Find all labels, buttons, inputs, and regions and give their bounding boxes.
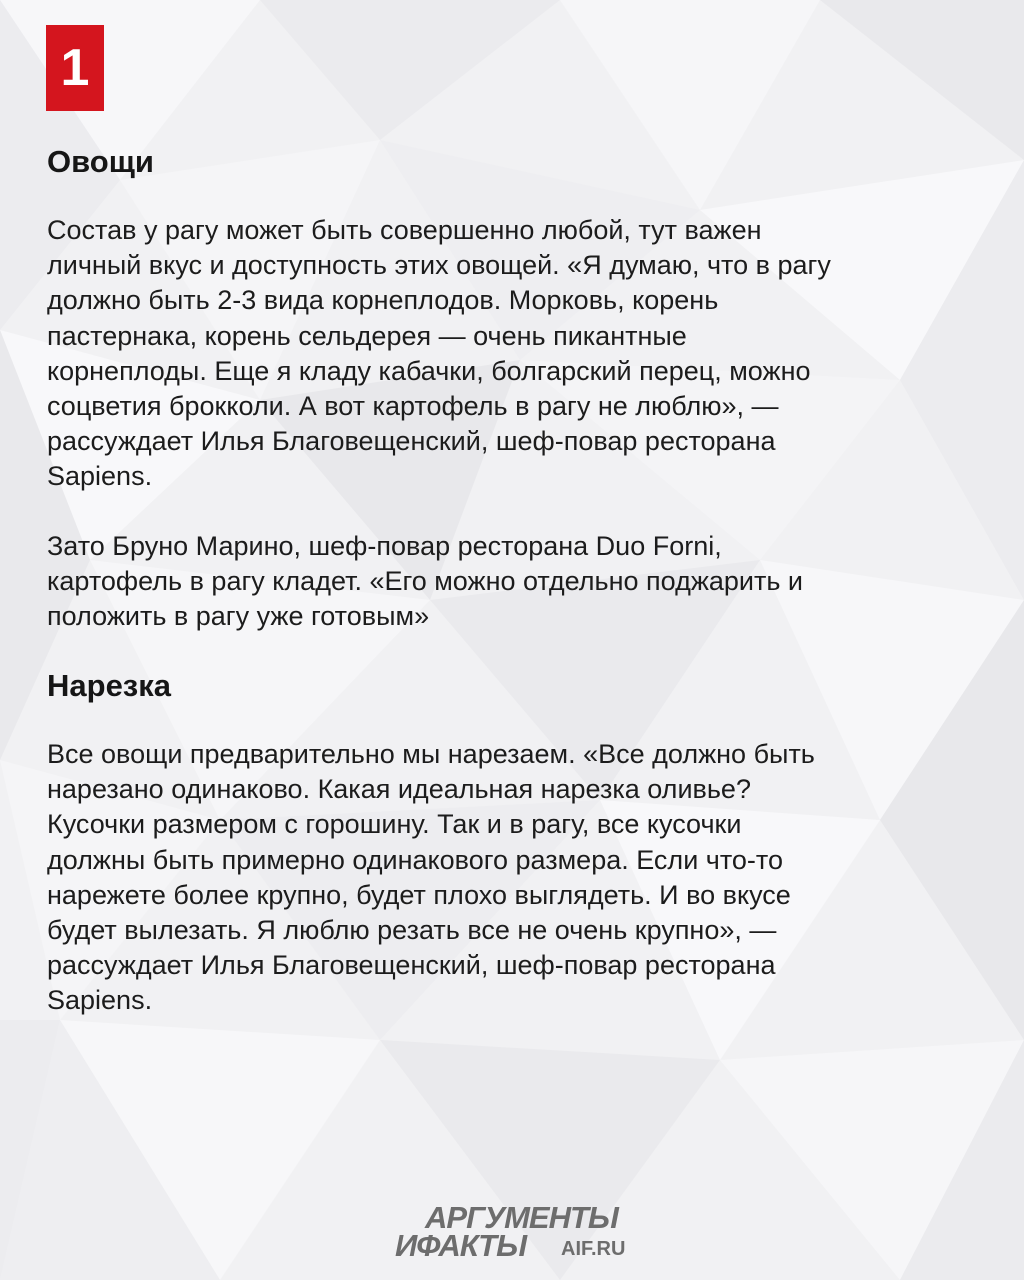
aif-logo — [395, 1200, 655, 1264]
section-paragraph: Все овощи предварительно мы нарезаем. «Все должно быть нарезано одинаково. Какая идеальная нарезка оливье? Кусочки размером с горошину. Так и в рагу, все кусочки должны быть примерно одинакового размера. Если что-то нарежете более крупно, будет плохо выглядеть. И во вкусе будет вылезать. Я люблю резать все не очень крупно», — рассуждает Илья Благовещенский, шеф-повар ресторана Sapiens. — [47, 739, 815, 1016]
section-heading-cutting: Нарезка — [47, 668, 171, 703]
logo-line-bottom: ИФАКТЫ — [395, 1228, 527, 1263]
section-paragraph: Состав у рагу может быть совершенно любой, тут важен личный вкус и доступность этих овощей. «Я думаю, что в рагу должно быть 2-3 вида корнеплодов. Морковь, корень пастернака, корень сельдерея — очень пикантные корнеплоды. Еще я кладу кабачки, болгарский перец, можно соцветия брокколи. А вот картофель в рагу не люблю», — рассуждает Илья Благовещенский, шеф-повар ресторана Sapiens. — [47, 215, 831, 492]
logo-site: AIF.RU — [561, 1238, 626, 1260]
section-paragraph: Зато Бруно Марино, шеф-повар ресторана Duo Forni, картофель в рагу кладет. «Его можно отдельно поджарить и положить в рагу уже готовым» — [47, 531, 804, 632]
section-heading-vegetables: Овощи — [47, 144, 154, 179]
number-badge: 1 — [46, 25, 104, 111]
logo-line-top: АРГУМЕНТЫ — [425, 1200, 618, 1235]
